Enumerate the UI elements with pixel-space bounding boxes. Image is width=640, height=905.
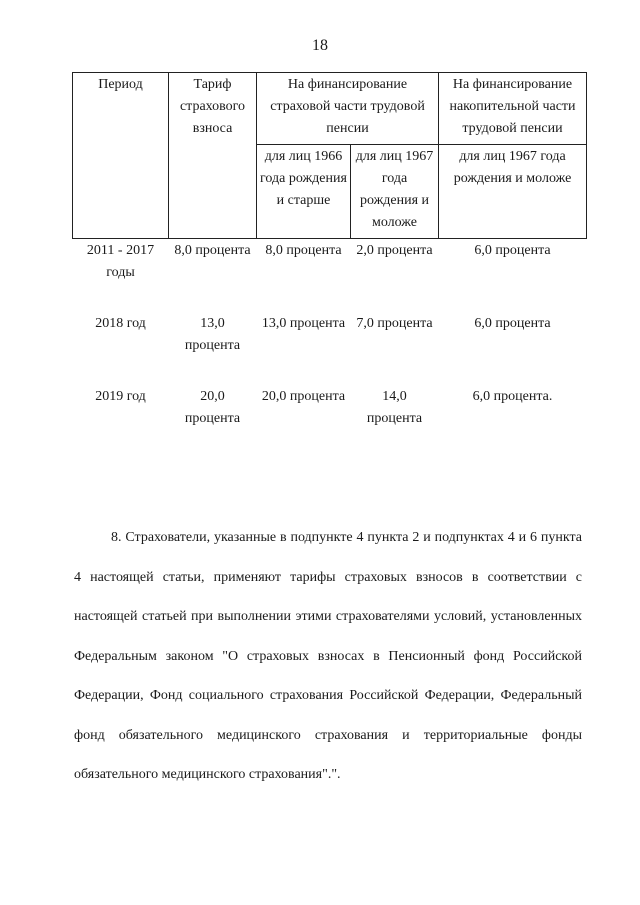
header-funded-part: На финансирование накопительной части трудовой пенсии: [439, 73, 587, 145]
paragraph-8: 8. Страхователи, указанные в подпункте 4 пункта 2 и подпунктах 4 и 6 пункта 4 настоящей статьи, применяют тарифы страховых взносов в соответствии с настоящей статьей при выполнении этими страхователями условий, установленных Федеральным законом "О страховых взносах в Пенсионный фонд Российской Федерации, Фонд социального страхования Российской Федерации, Федеральный фонд обязательного медицинского страхования и территориальные фонды обязательного медицинского страхования".".: [74, 530, 582, 782]
cell-younger: 2,0 процента: [356, 243, 433, 258]
page-number: 18: [312, 37, 328, 54]
tariff-table-container: [72, 72, 586, 430]
cell-older: 13,0 процента: [261, 316, 346, 331]
subheader-born-1967-younger-funded: для лиц 1967 года рождения и моложе: [439, 145, 587, 239]
header-period: Период: [73, 73, 169, 239]
header-tariff: Тариф страхового взноса: [169, 73, 257, 239]
cell-older: 20,0 процента: [261, 389, 346, 404]
table-row: [73, 385, 587, 430]
cell-period: 2019 год: [95, 389, 146, 404]
subheader-born-1967-younger: для лиц 1967 года рождения и моложе: [351, 145, 439, 239]
cell-funded: 6,0 процента: [474, 243, 551, 258]
header-insurance-part: На финансирование страховой части трудовой пенсии: [257, 73, 439, 145]
cell-tariff: 8,0 процента: [174, 243, 251, 258]
cell-tariff: 20,0 процента: [184, 389, 241, 426]
tariff-table: [72, 72, 587, 430]
cell-younger: 7,0 процента: [356, 316, 433, 331]
table-row: [73, 312, 587, 357]
cell-funded: 6,0 процента: [474, 316, 551, 331]
cell-period: 2018 год: [95, 316, 146, 331]
cell-tariff: 13,0 процента: [184, 316, 241, 353]
cell-funded: 6,0 процента.: [472, 389, 553, 404]
cell-older: 8,0 процента: [265, 243, 342, 258]
subheader-born-1966-older: для лиц 1966 года рождения и старше: [257, 145, 351, 239]
cell-younger: 14,0 процента: [366, 389, 423, 426]
cell-period: 2011 - 2017 годы: [86, 243, 155, 280]
table-row: [73, 239, 587, 285]
